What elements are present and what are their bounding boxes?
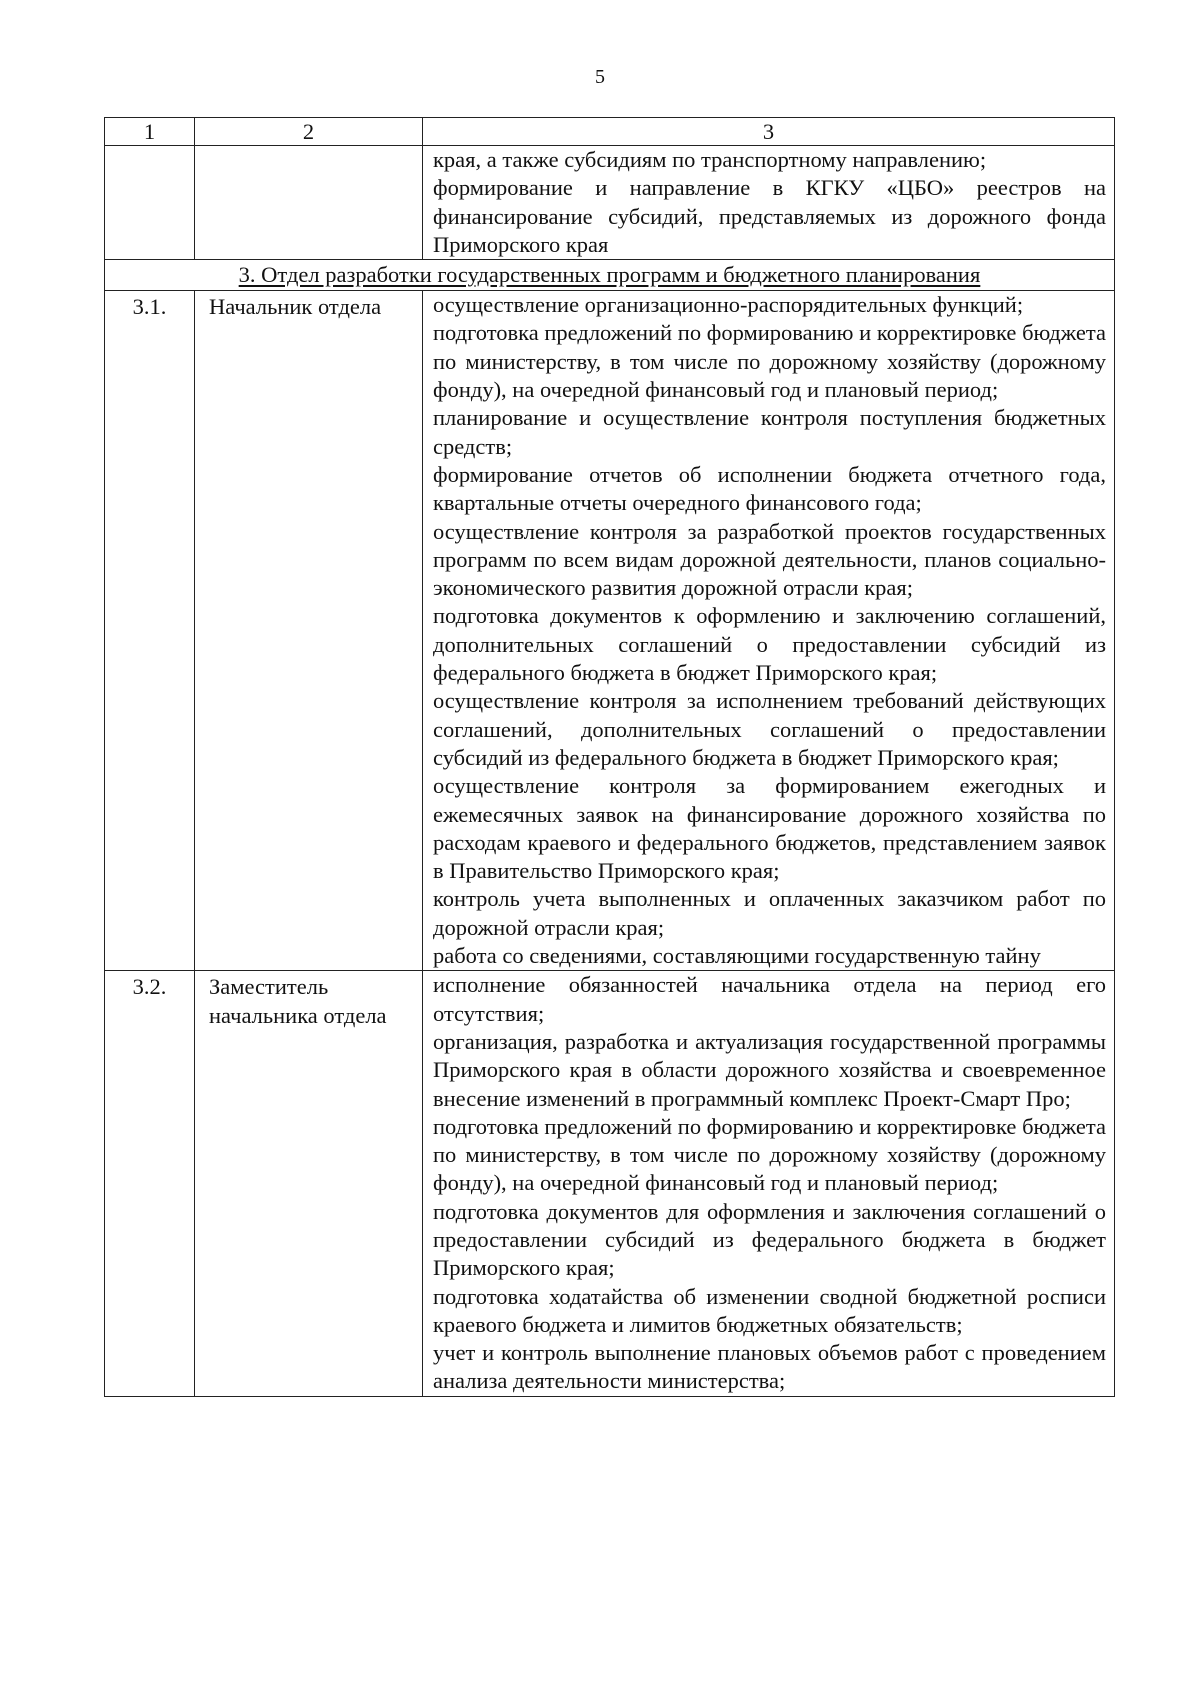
responsibilities-table (104, 117, 1115, 1397)
duty-item: осуществление организационно-распорядительных функций; (433, 292, 1024, 318)
duty-item: края, а также субсидиям по транспортному направлению; (433, 147, 987, 172)
column-header-3: 3 (423, 118, 1115, 146)
duty-item: контроль учета выполненных и оплаченных заказчиком работ по дорожной отрасли края; (433, 886, 1106, 940)
duty-item: учет и контроль выполнение плановых объемов работ с проведением анализа деятельности министерства; (433, 1340, 1106, 1394)
continuation-row (105, 146, 1115, 260)
table-row (105, 291, 1115, 971)
column-header-1: 1 (105, 118, 195, 146)
duty-item: подготовка предложений по формированию и корректировке бюджета по министерству, в том числе по дорожному хозяйству (дорожному фонду), на очередной финансовый год и плановый период; (433, 320, 1106, 403)
duties-cell (423, 291, 1115, 971)
row-number: 3.1. (105, 291, 195, 971)
continuation-number-cell (105, 146, 195, 260)
table-row (105, 971, 1115, 1396)
position-title: Начальник отдела (195, 291, 423, 971)
page-number: 5 (595, 66, 605, 88)
table-header-row (105, 118, 1115, 146)
continuation-duties-cell (423, 146, 1115, 260)
duties-cell (423, 971, 1115, 1396)
section-title: 3. Отдел разработки государственных программ и бюджетного планирования (105, 260, 1115, 291)
duty-item: подготовка ходатайства об изменении сводной бюджетной росписи краевого бюджета и лимитов бюджетных обязательств; (433, 1283, 1106, 1337)
column-header-2: 2 (195, 118, 423, 146)
duty-item: работа со сведениями, составляющими государственную тайну (433, 943, 1041, 969)
duty-item: подготовка документов для оформления и заключения соглашений о предоставлении субсидий из федерального бюджета в бюджет Приморского края; (433, 1198, 1106, 1281)
duty-item: формирование отчетов об исполнении бюджета отчетного года, квартальные отчеты очередного финансового года; (433, 461, 1106, 516)
position-title: Заместитель начальника отдела (195, 971, 423, 1396)
duty-item: подготовка документов к оформлению и заключению соглашений, дополнительных соглашений о предоставлении субсидий из федерального бюджета в бюджет Приморского края; (433, 603, 1106, 686)
duty-item: формирование и направление в КГКУ «ЦБО» реестров на финансирование субсидий, представляемых из дорожного фонда Приморского края (433, 175, 1106, 257)
duty-item: осуществление контроля за формированием ежегодных и ежемесячных заявок на финансирование дорожного хозяйства по расходам краевого и федерального бюджетов, представлением заявок в Правительство Приморского края; (433, 773, 1106, 884)
duty-item: осуществление контроля за разработкой проектов государственных программ по всем видам дорожной деятельности, планов социально-экономического развития дорожной отрасли края; (433, 518, 1106, 601)
duty-item: организация, разработка и актуализация государственной программы Приморского края в области дорожного хозяйства и своевременное внесение изменений в программный комплекс Проект-Смарт Про; (433, 1028, 1106, 1111)
continuation-position-cell (195, 146, 423, 260)
section-heading-row (105, 260, 1115, 291)
duty-item: осуществление контроля за исполнением требований действующих соглашений, дополнительных соглашений о предоставлении субсидий из федерального бюджета в бюджет Приморского края; (433, 688, 1106, 770)
duty-item: планирование и осуществление контроля поступления бюджетных средств; (433, 405, 1106, 459)
duty-item: подготовка предложений по формированию и корректировке бюджета по министерству, в том числе по дорожному хозяйству (дорожному фонду), на очередной финансовый год и плановый период; (433, 1113, 1106, 1196)
duty-item: исполнение обязанностей начальника отдела на период его отсутствия; (433, 972, 1106, 1026)
row-number: 3.2. (105, 971, 195, 1396)
